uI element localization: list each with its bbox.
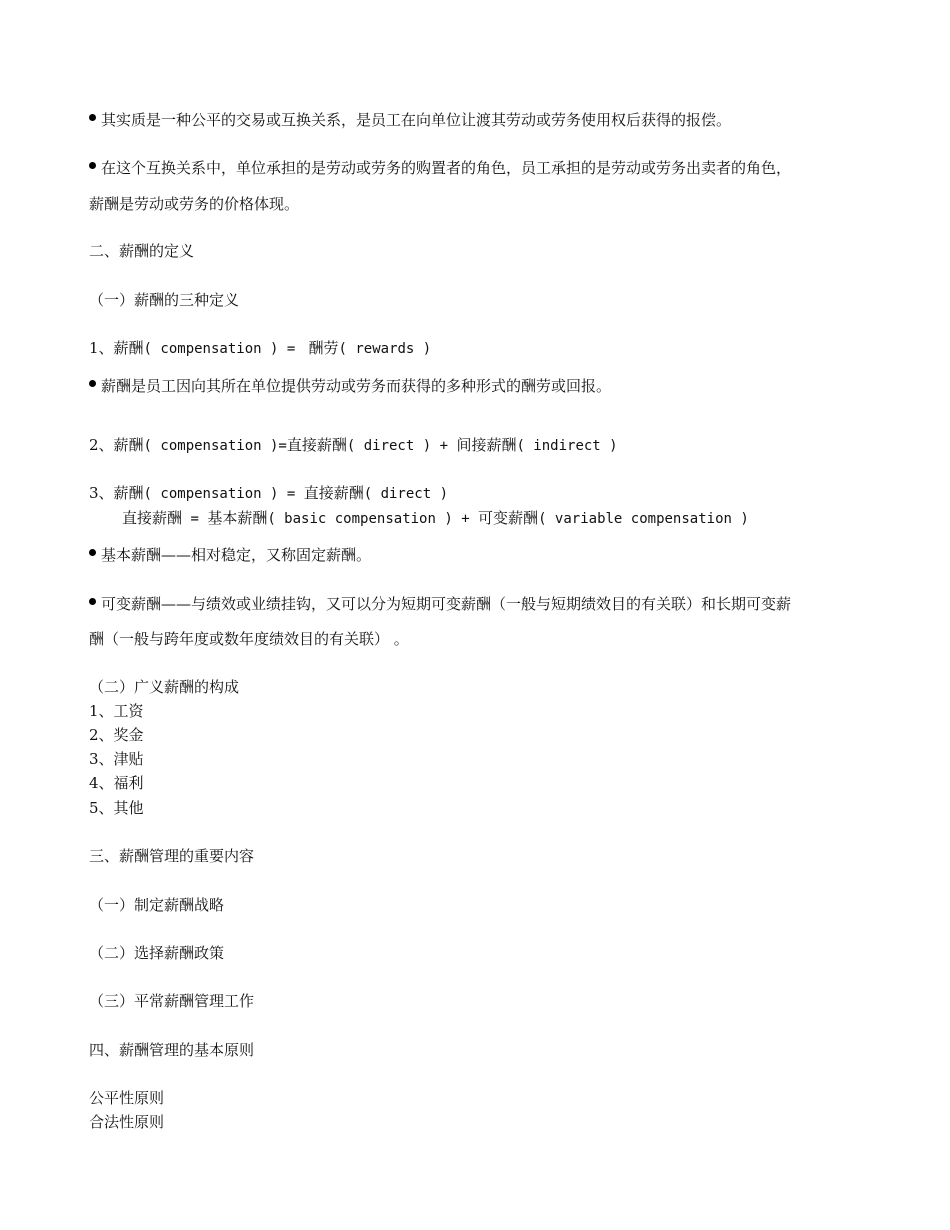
bullet-dot <box>89 380 96 387</box>
variable-compensation-line2: 酬（一般与跨年度或数年度绩效目的有关联） 。 <box>89 630 409 648</box>
paragraph-essence: 其实质是一种公平的交易或互换关系，是员工在向单位让渡其劳动或劳务使用权后获得的报偿。 <box>89 110 731 130</box>
bullet-dot <box>89 162 96 169</box>
paragraph-exchange-line1: 在这个互换关系中，单位承担的是劳动或劳务的购置者的角色，员工承担的是劳动或劳务出卖者的角色， <box>89 158 791 178</box>
definition-2: 2、薪酬( compensation )=直接薪酬( direct ) + 间接薪酬( indirect ) <box>89 436 618 454</box>
basic-compensation-bullet: 基本薪酬——相对稳定，又称固定薪酬。 <box>89 545 371 565</box>
paragraph-exchange-line2: 薪酬是劳动或劳务的价格体现。 <box>89 195 300 213</box>
definition-3-detail: 直接薪酬 = 基本薪酬( basic compensation ) + 可变薪酬( variable compensation ) <box>122 509 749 527</box>
subheading-three-definitions: （一）薪酬的三种定义 <box>89 291 240 309</box>
bullet-dot <box>89 549 96 556</box>
section-heading-principles: 四、薪酬管理的基本原则 <box>89 1041 255 1059</box>
section-heading-definition: 二、薪酬的定义 <box>89 242 195 260</box>
list-item: 3、津贴 <box>89 750 144 768</box>
definition-1-bullet: 薪酬是员工因向其所在单位提供劳动或劳务而获得的多种形式的酬劳或回报。 <box>89 376 611 396</box>
list-item: 5、其他 <box>89 799 144 817</box>
subheading-strategy: （一）制定薪酬战略 <box>89 896 225 914</box>
list-item: 1、工资 <box>89 702 144 720</box>
principle-fairness: 公平性原则 <box>89 1089 165 1107</box>
principle-legality: 合法性原则 <box>89 1113 165 1131</box>
definition-1: 1、薪酬( compensation ) = 酬劳( rewards ) <box>89 339 432 357</box>
variable-compensation-line1: 可变薪酬——与绩效或业绩挂钩，又可以分为短期可变薪酬（一般与短期绩效目的有关联）和长期可变薪 <box>89 594 791 614</box>
list-item: 4、福利 <box>89 774 144 792</box>
subheading-policy: （二）选择薪酬政策 <box>89 944 225 962</box>
list-item: 2、奖金 <box>89 726 144 744</box>
subheading-broad-compensation: （二）广义薪酬的构成 <box>89 678 240 696</box>
subheading-routine: （三）平常薪酬管理工作 <box>89 992 255 1010</box>
bullet-dot <box>89 114 96 121</box>
bullet-dot <box>89 598 96 605</box>
section-heading-management: 三、薪酬管理的重要内容 <box>89 847 255 865</box>
definition-3: 3、薪酬( compensation ) = 直接薪酬( direct ) <box>89 484 449 502</box>
